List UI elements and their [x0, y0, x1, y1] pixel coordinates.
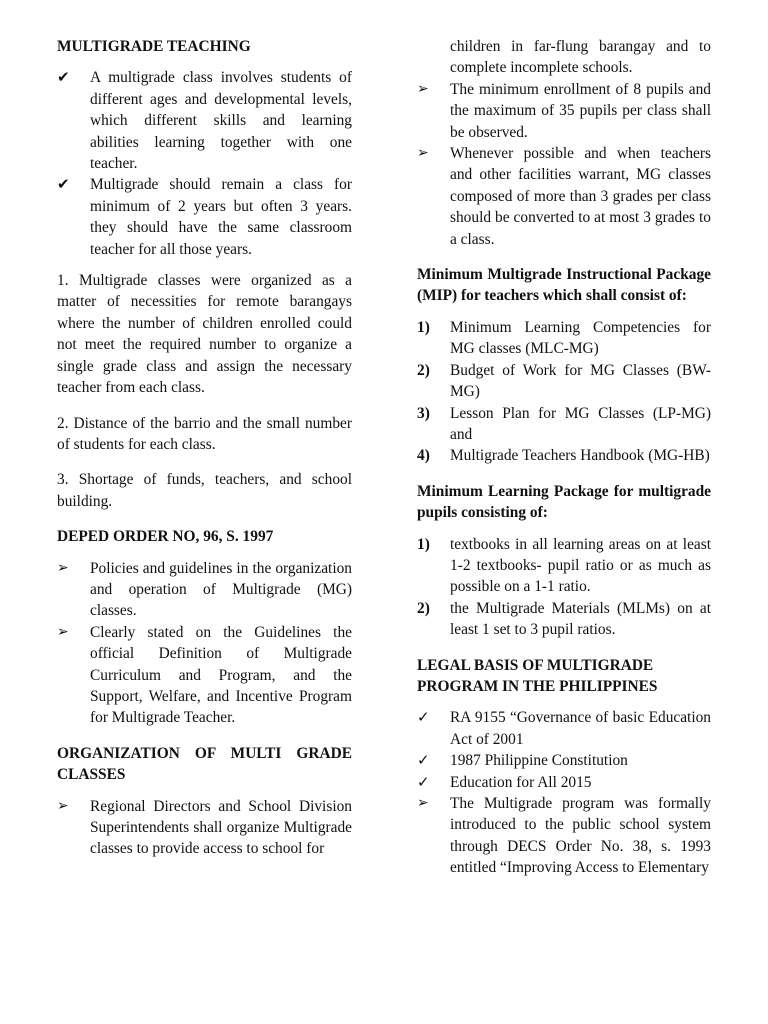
- list-item: 3) Lesson Plan for MG Classes (LP-MG) and: [417, 404, 711, 443]
- list-item: 1) Minimum Learning Competencies for MG classes (MLC-MG): [417, 318, 711, 358]
- paragraph: 1. Multigrade classes were organized as a matter of necessities for remote barangays where the number of children enrolled could not meet the required number to organize a single grade class and assign the necessary teacher from each class.: [57, 272, 352, 397]
- arrow-bullet-icon: ➢: [57, 623, 69, 640]
- list-item: ➢ Clearly stated on the Guidelines the official Definition of Multigrade Curriculum and Program, and the Support, Welfare, and Incentive Program for Multigrade Teacher.: [57, 623, 352, 727]
- heading-multigrade-teaching: MULTIGRADE TEACHING: [57, 38, 251, 55]
- heading-organization: ORGANIZATION OF MULTI GRADE CLASSES: [57, 744, 352, 784]
- list-number: 1): [417, 535, 430, 553]
- right-column: [417, 36, 711, 879]
- arrow-bullet-icon: ➢: [417, 795, 429, 811]
- paragraph: 3. Shortage of funds, teachers, and school building.: [57, 471, 352, 510]
- check-icon: ✓: [417, 772, 430, 791]
- list-item: ➢ The minimum enrollment of 8 pupils and the maximum of 35 pupils per class shall be observed.: [417, 80, 711, 141]
- list-number: 1): [417, 318, 430, 336]
- list-number: 3): [417, 404, 430, 422]
- check-icon: ✔: [57, 175, 70, 194]
- list-number: 2): [417, 361, 430, 379]
- list-item: ➢ Policies and guidelines in the organization and operation of Multigrade (MG) classes.: [57, 559, 352, 620]
- heading-deped-order: DEPED ORDER NO, 96, S. 1997: [57, 528, 274, 546]
- arrow-bullet-icon: ➢: [417, 145, 429, 162]
- list-item: ✓ RA 9155 “Governance of basic Education Act of 2001: [417, 708, 711, 748]
- list-item: ➢ Regional Directors and School Division Superintendents shall organize Multigrade classes to provide access to school for: [57, 797, 352, 858]
- list-item: 2) Budget of Work for MG Classes (BW-MG): [417, 361, 711, 401]
- heading-legal-basis: LEGAL BASIS OF MULTIGRADE PROGRAM IN THE PHILIPPINES: [417, 656, 658, 695]
- list-item: ➢ Whenever possible and when teachers and other facilities warrant, MG classes composed of more than 3 grades per class should be converted to at most 3 grades to a class.: [417, 145, 711, 248]
- list-number: 4): [417, 447, 430, 465]
- list-item: 1) textbooks in all learning areas on at least 1-2 textbooks- pupil ratio or as much as possible on a 1-1 ratio.: [417, 535, 711, 596]
- arrow-bullet-icon: ➢: [57, 797, 69, 814]
- list-item: 2) the Multigrade Materials (MLMs) on at least 1 set to 3 pupil ratios.: [417, 599, 711, 639]
- check-icon: ✓: [417, 751, 430, 770]
- paragraph: 2. Distance of the barrio and the small number of students for each class.: [57, 414, 352, 453]
- list-item: ✓ 1987 Philippine Constitution: [417, 750, 711, 771]
- left-column: [57, 36, 352, 860]
- list-item: ✔ A multigrade class involves students of different ages and developmental levels, which different skills and learning abilities learning together with one teacher.: [57, 68, 352, 173]
- list-item: ✓ Education for All 2015: [417, 772, 711, 793]
- list-item: ➢ The Multigrade program was formally introduced to the public school system through DECS Order No. 38, s. 1993 entitled “Improving Access to Elementary: [417, 795, 711, 877]
- continued-text: children in far-flung barangay and to complete incomplete schools.: [450, 38, 711, 77]
- list-number: 2): [417, 599, 430, 617]
- heading-mip: Minimum Multigrade Instructional Package (MIP) for teachers which shall consist of:: [417, 266, 711, 305]
- arrow-bullet-icon: ➢: [417, 80, 429, 97]
- check-icon: ✔: [57, 68, 70, 87]
- check-icon: ✓: [417, 708, 430, 727]
- list-item: 4) Multigrade Teachers Handbook (MG-HB): [417, 445, 711, 466]
- arrow-bullet-icon: ➢: [57, 559, 69, 576]
- heading-mlp: Minimum Learning Package for multigrade pupils consisting of:: [417, 482, 711, 522]
- list-item: ✔ Multigrade should remain a class for minimum of 2 years but often 3 years. they should have the same classroom teacher for all those years.: [57, 175, 352, 258]
